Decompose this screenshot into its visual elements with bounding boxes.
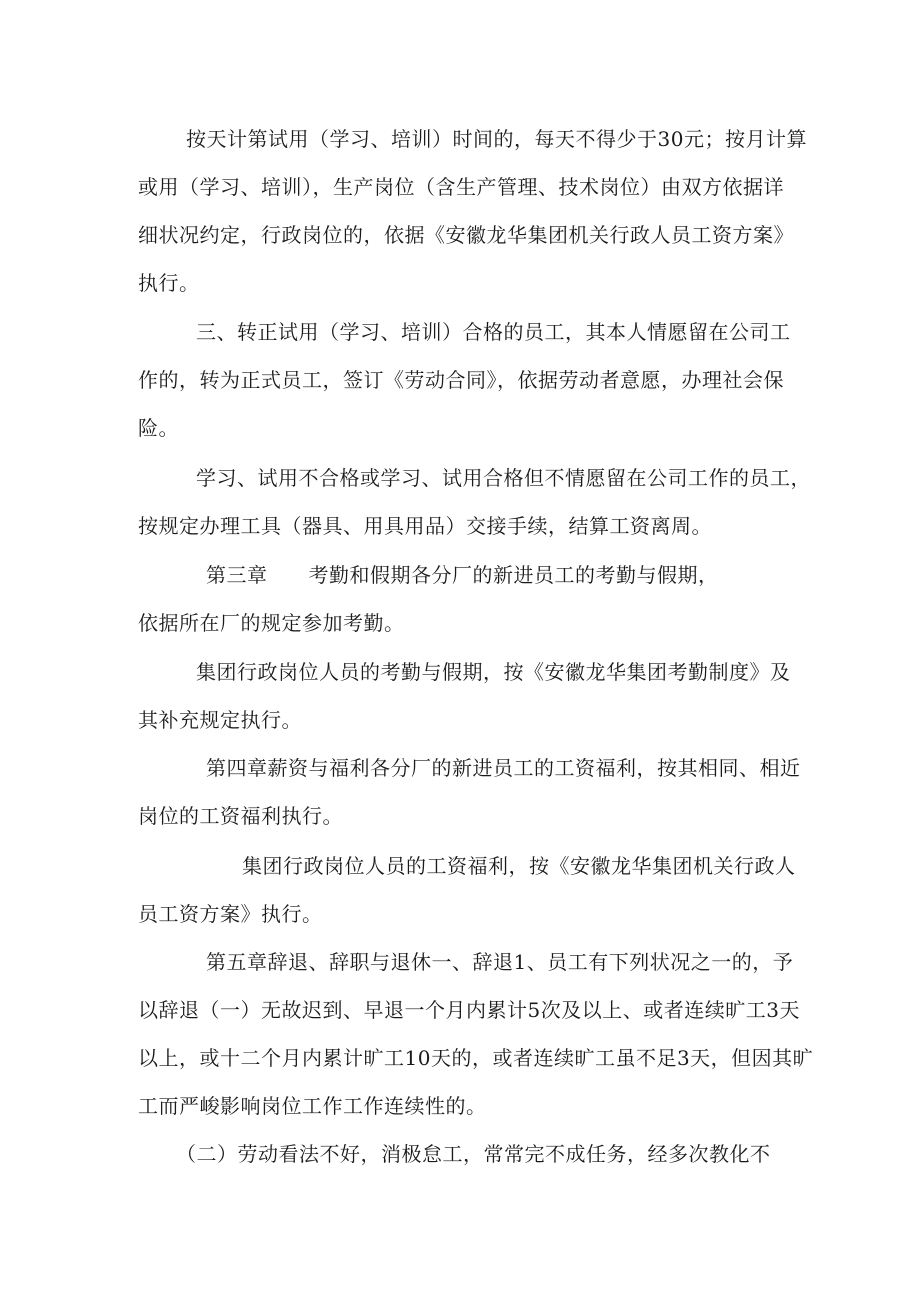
text-line: 或用（学习、培训），生产岗位（含生产管理、技术岗位）由双方依据详 bbox=[138, 175, 784, 199]
text-line: （二）劳动看法不好，消极怠工，常常完不成任务，经多次教化不 bbox=[176, 1142, 771, 1166]
text-line: 集团行政岗位人员的考勤与假期，按《安徽龙华集团考勤制度》及 bbox=[196, 660, 791, 684]
text-line: 按天计第试用（学习、培训）时间的，每天不得少于30元；按月计算 bbox=[186, 127, 807, 151]
text-line: 学习、试用不合格或学习、试用合格但不情愿留在公司工作的员工， bbox=[196, 466, 811, 490]
text-line: 细状况约定，行政岗位的，依据《安徽龙华集团机关行政人员工资方案》 bbox=[138, 223, 794, 247]
text-line: 以辞退（一）无故迟到、早退一个月内累计5次及以上、或者连续旷工3天 bbox=[138, 998, 800, 1022]
text-line: 作的，转为正式员工，签订《劳动合同》，依据劳动者意愿，办理社会保 bbox=[138, 368, 784, 392]
text-line: 其补充规定执行。 bbox=[138, 708, 302, 732]
text-line: 依据所在厂的规定参加考勤。 bbox=[138, 611, 405, 635]
text-line: 集团行政岗位人员的工资福利，按《安徽龙华集团机关行政人 bbox=[242, 854, 796, 878]
chapter-heading: 第四章薪资与福利各分厂的新进员工的工资福利，按其相同、相近 bbox=[206, 756, 801, 780]
text-line: 按规定办理工具（器具、用具用品）交接手续，结算工资离周。 bbox=[138, 514, 712, 538]
text-line: 岗位的工资福利执行。 bbox=[138, 804, 343, 828]
text-line: 险。 bbox=[138, 416, 179, 440]
text-line: 执行。 bbox=[138, 271, 200, 295]
text-line: 以上，或十二个月内累计旷工10天的，或者连续旷工虽不足3天，但因其旷 bbox=[138, 1046, 814, 1070]
text-line: 员工资方案》执行。 bbox=[138, 902, 323, 926]
text-line: 三、转正试用（学习、培训）合格的员工，其本人情愿留在公司工 bbox=[196, 320, 791, 344]
text-line: 工而严峻影响岗位工作工作连续性的。 bbox=[138, 1094, 487, 1118]
chapter-heading: 第三章 考勤和假期各分厂的新进员工的考勤与假期， bbox=[206, 563, 719, 587]
chapter-heading: 第五章辞退、辞职与退休一、辞退1、员工有下列状况之一的，予 bbox=[206, 950, 794, 974]
